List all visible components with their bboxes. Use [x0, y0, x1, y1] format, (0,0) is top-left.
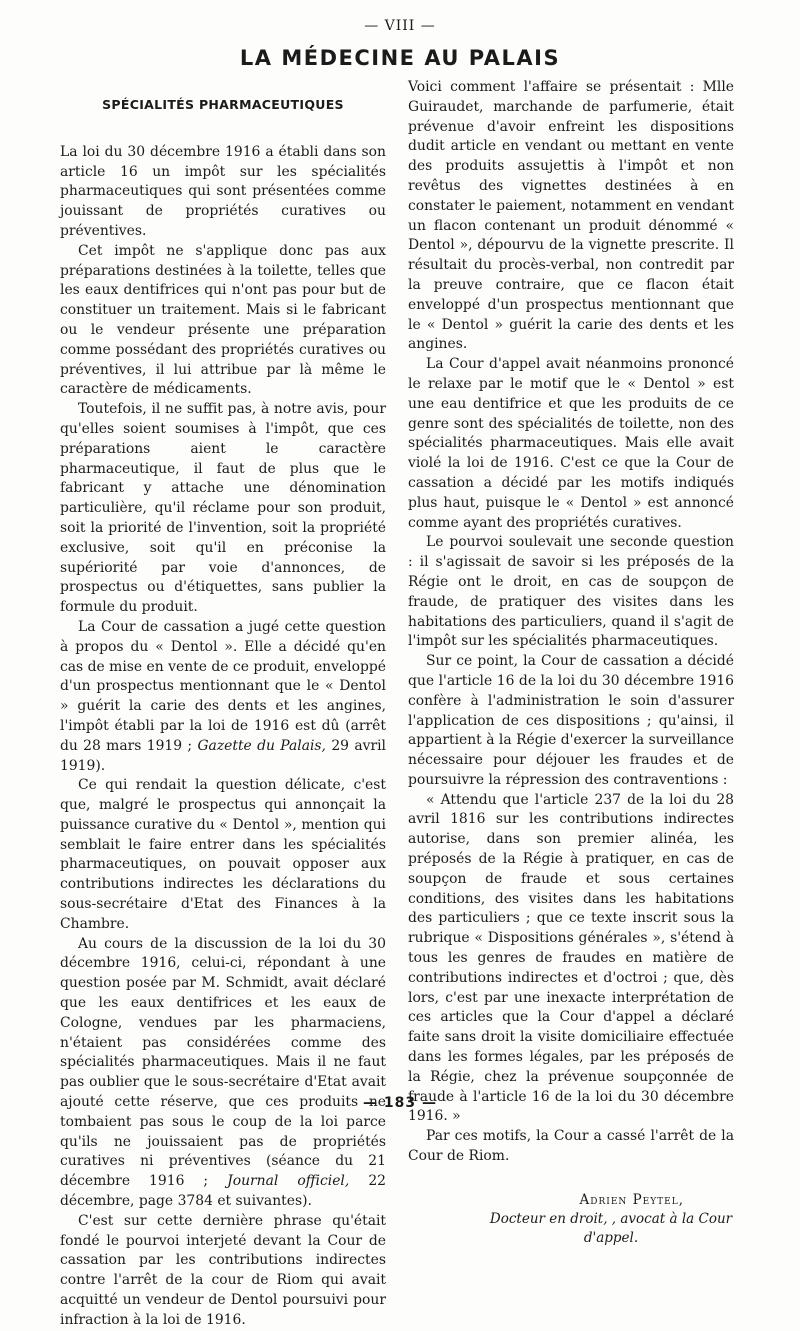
article-title: SPÉCIALITÉS PHARMACEUTIQUES: [102, 97, 344, 112]
rubric-title: LA MÉDECINE AU PALAIS: [239, 46, 561, 70]
paragraph: [60, 935, 386, 1212]
author-role: Docteur en droit, , avocat à la Cour d'appel.: [489, 1210, 733, 1246]
page-number: — 183 —: [363, 1095, 437, 1111]
paragraph: Cet impôt ne s'applique donc pas aux préparations destinées à la toilette, telles que les eaux dentifrices qui n'ont pas pour but de constituer un traitement. Mais si le fabricant ou le vendeur présente une préparation comme possédant des propriétés curatives ou préventives, il lui attribue par là même le caractère de médicaments.: [60, 242, 386, 398]
paragraph: [60, 618, 386, 776]
citation-journal: Journal officiel,: [227, 1173, 350, 1190]
paragraph: Par ces motifs, la Cour a cassé l'arrêt de la Cour de Riom.: [408, 1128, 734, 1165]
paragraph: La loi du 30 décembre 1916 a établi dans son article 16 un impôt sur les spécialités pharmaceutiques qui sont présentées comme jouissant de propriétés curatives ou préventives.: [60, 143, 386, 239]
folio-roman: — VIII —: [364, 18, 436, 34]
paragraph: Voici comment l'affaire se présentait : Mlle Guiraudet, marchande de parfumerie, était prévenue d'avoir enfreint les dispositions dudit article en vendant ou mettant en vente des produits assujettis à l'impôt et non revêtus des vignettes destinées à en constater le paiement, notamment en vendant un flacon contenant un produit dénommé « Dentol », dépourvu de la vignette prescrite. Il résultait du procès-verbal, non contredit par la preuve contraire, que ce flacon était enveloppé d'un prospectus mentionnant que le « Dentol » guérit la carie des dents et les angines.: [408, 79, 734, 353]
paragraph-text: La Cour de cassation a jugé cette question à propos du « Dentol ». Elle a décidé qu'en cas de mise en vente de ce produit, enveloppé d'un prospectus mentionnant que le « Dentol » guérit la carie des dents et les angines, l'impôt établi par la loi de 1916 est dû (arrêt du 28 mars 1919 ;: [60, 618, 386, 754]
author-name: Adrien Peytel,: [579, 1191, 684, 1208]
paragraph: Sur ce point, la Cour de cassation a décidé que l'article 16 de la loi du 30 décembre 1916 confère à l'administration le soin d'assurer l'application de ces dispositions ; qu'ainsi, il appartient à la Régie d'exercer la surveillance nécessaire pour déjouer les fraudes et de poursuivre la répression des contraventions :: [408, 653, 734, 788]
paragraph-text: Au cours de la discussion de la loi du 30 décembre 1916, celui-ci, répondant à une question posée par M. Schmidt, avait déclaré que les eaux dentifrices et les eaux de Cologne, vendues par les pharmaciens, n'étaient pas considérées comme des spécialités pharmaceutiques. Mais il ne faut pas oublier que le sous-secrétaire d'Etat avait ajouté cette réserve, que ces produits ne tombaient pas sous le coup de la loi parce qu'ils ne jouissaient pas de propriétés curatives ni préventives (séance du 21 décembre 1916 ;: [60, 935, 386, 1190]
left-column: [60, 78, 386, 1331]
citation-gazette-tail: 29 avril 1919).: [60, 737, 386, 774]
paragraph: Le pourvoi soulevait une seconde question : il s'agissait de savoir si les préposés de la Régie ont le droit, en cas de soupçon de fraude, de pratiquer des visites dans les habitations des particuliers, quand il s'agit de l'impôt sur les spécialités pharmaceutiques.: [408, 534, 734, 650]
paragraph: Toutefois, il ne suffit pas, à notre avis, pour qu'elles soient soumises à l'impôt, que ces préparations aient le caractère pharmaceutique, il faut de plus que le fabricant y attache une dénomination particulière, qu'il réclame pour son produit, soit la priorité de l'invention, soit la propriété exclusive, soit qu'il en préconise la supériorité par voie d'annonces, de prospectus ou d'étiquettes, sans publier la formule du produit.: [60, 401, 386, 616]
citation-gazette: Gazette du Palais,: [197, 737, 326, 754]
paragraph: Ce qui rendait la question délicate, c'est que, malgré le prospectus qui annonçait la puissance curative du « Dentol », mention qui semblait le faire entrer dans les spécialités pharmaceutiques, on pouvait opposer aux contributions indirectes les déclarations du sous-secrétaire d'Etat des Finances à la Chambre.: [60, 777, 386, 932]
author-signature: [408, 1191, 734, 1248]
citation-journal-tail: 22 décembre, page 3784 et suivantes).: [60, 1173, 386, 1210]
right-column: [408, 78, 734, 1248]
quotation-paragraph: « Attendu que l'article 237 de la loi du 28 avril 1816 sur les contributions indirectes autorise, dans son premier alinéa, les préposés de la Régie à pratiquer, en cas de soupçon de fraude et sous certaines conditions, des visites dans les habitations des particuliers ; que ce texte inscrit sous la rubrique « Dispositions générales », s'étend à tous les genres de fraudes en matière de contributions indirectes et d'octroi ; que, dès lors, c'est par une inexacte interprétation de ces articles que la Cour d'appel a déclaré faite sans droit la visite domiciliaire effectuée dans les formes légales, par les préposés de la Régie, chez la prévenue soupçonnée de fraude à l'article 16 de la loi du 30 décembre 1916. »: [408, 791, 734, 1125]
paragraph: La Cour d'appel avait néanmoins prononcé le relaxe par le motif que le « Dentol » est une eau dentifrice et que les produits de ce genre sont des spécialités de toilette, non des spécialités pharmaceutiques. Mais elle avait violé la loi de 1916. C'est ce que la Cour de cassation a décidé par les motifs indiqués plus haut, puisque le « Dentol » est annoncé comme ayant des propriétés curatives.: [408, 356, 734, 531]
paragraph: C'est sur cette dernière phrase qu'était fondé le pourvoi interjeté devant la Cour de cassation par les contributions indirectes contre l'arrêt de la cour de Riom qui avait acquitté un vendeur de Dentol poursuivi pour infraction à la loi de 1916.: [60, 1212, 386, 1328]
